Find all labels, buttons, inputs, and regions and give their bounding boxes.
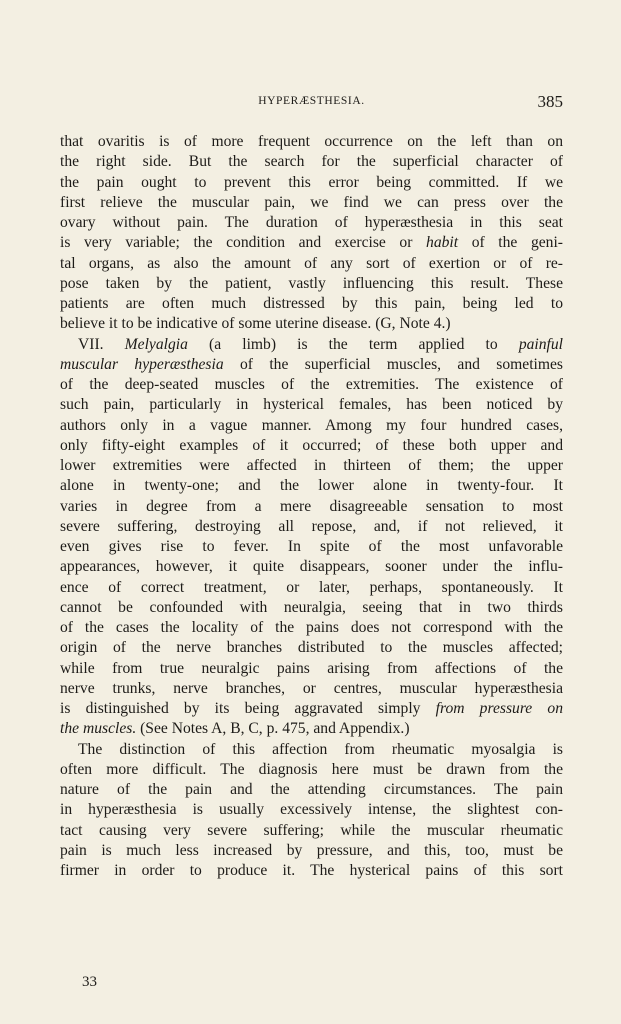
text-run: of the deep-seated muscles of the extremities. The existence of — [60, 376, 563, 393]
text-run: ence of correct treatment, or later, perhaps, spontaneously. It — [60, 578, 563, 596]
text-line — [60, 618, 563, 638]
text-line — [60, 355, 563, 375]
text-run: that ovaritis is of more frequent occurrence on the left than on — [60, 133, 563, 150]
italic-text: from pressure on — [435, 700, 563, 717]
text-run: origin of the nerve branches distributed to the muscles affected; — [60, 639, 563, 657]
text-run: appearances, however, it quite disappears, sooner under the influ- — [60, 558, 563, 576]
italic-text: painful — [518, 335, 563, 353]
text-run: patients are often much distressed by this pain, being led to — [60, 295, 563, 312]
text-line — [60, 416, 563, 436]
text-run: first relieve the muscular pain, we find we can press over the — [60, 193, 563, 211]
text-run: often more difficult. The diagnosis here must be drawn from the — [60, 760, 563, 778]
text-run: while from true neuralgic pains arising from affections of the — [60, 659, 563, 677]
text-run: nerve trunks, nerve branches, or centres, muscular hyperæsthesia — [60, 679, 563, 697]
text-run: only fifty-eight examples of it occurred; of these both upper and — [60, 436, 563, 454]
text-line — [60, 821, 563, 841]
text-line — [60, 740, 563, 760]
text-line — [60, 314, 563, 334]
text-line — [60, 699, 563, 719]
text-run: (a limb) is the term applied to — [187, 335, 519, 353]
text-line — [60, 557, 563, 577]
text-line — [60, 233, 563, 253]
text-line — [60, 760, 563, 780]
text-run: cannot be confounded with neuralgia, seeing that in two thirds — [60, 598, 563, 616]
text-run: the right side. But the search for the superficial character of — [60, 153, 563, 171]
text-run: severe suffering, destroying all repose, and, if not relieved, it — [60, 517, 563, 535]
text-line — [60, 841, 563, 861]
text-run: VII. — [78, 335, 125, 353]
text-run: of the geni- — [458, 234, 563, 252]
text-line — [60, 254, 563, 274]
text-line — [60, 476, 563, 496]
italic-text: the muscles. — [60, 720, 137, 738]
text-run: in hyperæsthesia is usually excessively intense, the slightest con- — [60, 801, 563, 819]
italic-text: habit — [426, 234, 459, 252]
text-line — [60, 395, 563, 415]
text-run: firmer in order to produce it. The hysterical pains of this sort — [60, 862, 563, 879]
text-run: ovary without pain. The duration of hyperæsthesia in this seat — [60, 214, 563, 231]
text-line — [60, 152, 563, 172]
text-run: The distinction of this affection from rheumatic myosalgia is — [78, 740, 563, 758]
text-run: the pain ought to prevent this error being committed. If we — [60, 173, 563, 191]
text-line — [60, 861, 563, 881]
text-line — [60, 800, 563, 820]
text-line — [60, 517, 563, 537]
italic-text: muscular hyperæsthesia — [60, 355, 224, 373]
text-line — [60, 193, 563, 213]
text-line — [60, 375, 563, 395]
text-line — [60, 213, 563, 233]
text-run: lower extremities were affected in thirteen of them; the upper — [60, 457, 563, 474]
text-line — [60, 497, 563, 517]
text-run: even gives rise to fever. In spite of the most unfavorable — [60, 538, 563, 555]
text-line — [60, 719, 563, 739]
text-line — [60, 537, 563, 557]
page-header — [60, 92, 563, 112]
text-line — [60, 578, 563, 598]
text-line — [60, 294, 563, 314]
text-line — [60, 274, 563, 294]
text-run: of the superficial muscles, and sometimes — [223, 355, 563, 373]
text-run: (See Notes A, B, C, p. 475, and Appendix.) — [136, 720, 410, 738]
text-run: such pain, particularly in hysterical females, has been noticed by — [60, 396, 563, 414]
signature-mark: 33 — [82, 974, 97, 990]
text-run: pain is much less increased by pressure, and this, too, must be — [60, 841, 563, 859]
text-line — [60, 679, 563, 699]
text-run: believe it to be indicative of some uterine disease. (G, Note 4.) — [60, 315, 451, 333]
text-line — [60, 456, 563, 476]
text-run: tal organs, as also the amount of any sort of exertion or of re- — [60, 254, 563, 272]
text-run: is distinguished by its being aggravated simply — [60, 700, 436, 717]
text-run: nature of the pain and the attending circumstances. The pain — [60, 781, 563, 798]
text-run: pose taken by the patient, vastly influencing this result. These — [60, 274, 563, 292]
italic-text: Melyalgia — [124, 335, 188, 353]
text-run: of the cases the locality of the pains does not correspond with the — [60, 619, 563, 636]
text-run: authors only in a vague manner. Among my four hundred cases, — [60, 416, 563, 434]
body-text — [60, 132, 563, 881]
page-number: 385 — [537, 92, 563, 111]
text-run: is very variable; the condition and exercise or — [60, 234, 427, 252]
text-line — [60, 659, 563, 679]
text-line — [60, 335, 563, 355]
text-line — [60, 598, 563, 618]
text-run: varies in degree from a mere disagreeable sensation to most — [60, 497, 563, 515]
text-line — [60, 132, 563, 152]
text-run: tact causing very severe suffering; while the muscular rheumatic — [60, 821, 563, 839]
text-line — [60, 436, 563, 456]
text-line — [60, 173, 563, 193]
text-run: alone in twenty-one; and the lower alone in twenty-four. It — [60, 477, 563, 495]
text-line — [60, 780, 563, 800]
text-line — [60, 638, 563, 658]
running-head: HYPERÆSTHESIA. — [258, 95, 365, 107]
